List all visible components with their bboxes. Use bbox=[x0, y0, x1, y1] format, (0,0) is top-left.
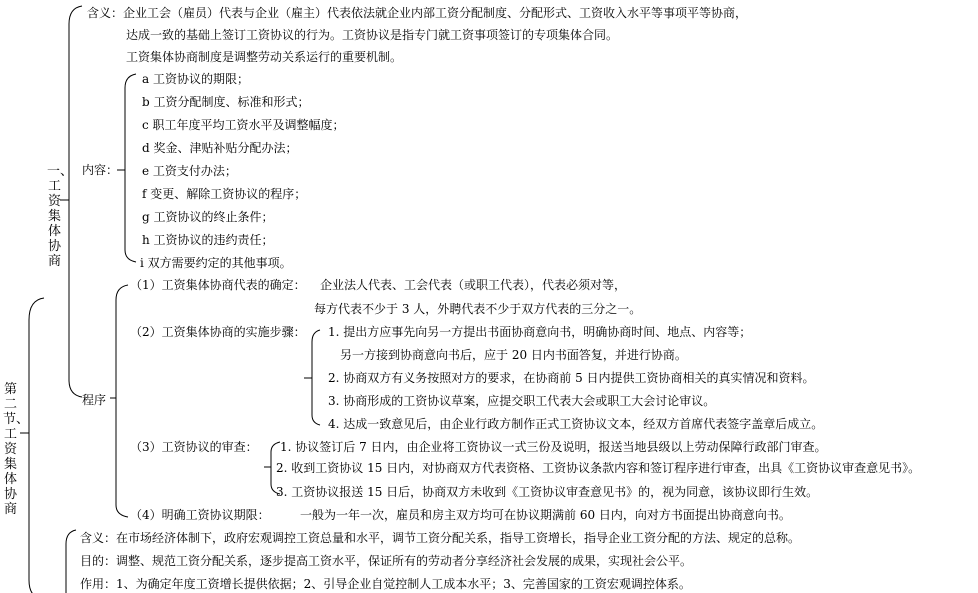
procedure-3-step: 1. 协议签订后 7 日内，由企业将工资协议一式三份及说明，报送当地县级以上劳动保障行政部门审查。 bbox=[280, 440, 827, 454]
procedure-1-line-1: 企业法人代表、工会代表（或职工代表），代表必须对等， bbox=[320, 278, 627, 292]
procedure-2-title: （2）工资集体协商的实施步骤： bbox=[130, 325, 306, 339]
steps-bracket bbox=[312, 330, 320, 425]
definition-line-2: 达成一致的基础上签订工资协议的行为。工资协议是指专门就工资事项签订的专项集体合同。 bbox=[126, 28, 619, 42]
content-item: d 奖金、津贴补贴分配办法； bbox=[142, 141, 298, 155]
content-item: i 双方需要约定的其他事项。 bbox=[140, 256, 292, 270]
content-item: f 变更、解除工资协议的程序； bbox=[142, 187, 307, 201]
section2-purpose: 目的：调整、规范工资分配关系，逐步提高工资水平，保证所有的劳动者分享经济社会发展的成果，实现社会公平。 bbox=[80, 554, 693, 568]
root-bracket bbox=[29, 298, 44, 593]
section2-function: 作用：1、为确定年度工资增长提供依据；2、引导企业自觉控制人工成本水平；3、完善国家的工资宏观调控体系。 bbox=[80, 577, 691, 591]
procedure-3-step: 3. 工资协议报送 15 日后，协商双方未收到《工资协议审查意见书》的，视为同意，该协议即行生效。 bbox=[276, 485, 819, 499]
definition-line-3: 工资集体协商制度是调整劳动关系运行的重要机制。 bbox=[126, 50, 403, 64]
procedure-1-line-2: 每方代表不少于 3 人，外聘代表不少于双方代表的三分之一。 bbox=[314, 302, 642, 316]
procedure-3-title: （3）工资协议的审查： bbox=[130, 440, 258, 454]
procedure-2-step: 4. 达成一致意见后，由企业行政方制作正式工资协议文本，经双方首席代表签字盖章后成立。 bbox=[328, 417, 824, 431]
definition-line-1: 含义：企业工会（雇员）代表与企业（雇主）代表依法就企业内部工资分配制度、分配形式、工资收入水平等事项平等协商， bbox=[87, 6, 748, 20]
procedure-2-step: 1. 提出方应事先向另一方提出书面协商意向书，明确协商时间、地点、内容等； bbox=[328, 325, 752, 339]
content-item: e 工资支付办法； bbox=[142, 164, 237, 178]
procedure-4-text: 一般为一年一次，雇员和房主双方均可在协议期满前 60 日内，向对方书面提出协商意向书。 bbox=[300, 508, 791, 522]
content-item: b 工资分配制度、标准和形式； bbox=[142, 95, 310, 109]
section2-bracket bbox=[66, 530, 76, 593]
content-label: 内容： bbox=[82, 163, 119, 177]
procedure-2-step: 另一方接到协商意向书后，应于 20 日内书面答复，并进行协商。 bbox=[340, 348, 687, 362]
content-item: a 工资协议的期限； bbox=[142, 72, 249, 86]
section1-label: 一、工资集体协商 bbox=[47, 164, 74, 269]
procedure-2-step: 2. 协商双方有义务按照对方的要求，在协商前 5 日内提供工资协商相关的真实情况和资料。 bbox=[328, 371, 815, 385]
root-label: 第二节、工资集体协商 bbox=[3, 382, 30, 517]
content-item: h 工资协议的违约责任； bbox=[142, 233, 274, 247]
content-bracket bbox=[125, 74, 136, 262]
content-item: g 工资协议的终止条件； bbox=[142, 210, 274, 224]
procedure-3-step: 2. 收到工资协议 15 日内，对协商双方代表资格、工资协议条款内容和签订程序进行审查，出具《工资协议审查意见书》。 bbox=[276, 461, 921, 475]
content-item: c 职工年度平均工资水平及调整幅度； bbox=[142, 118, 345, 132]
procedure-4-title: （4）明确工资协议期限： bbox=[130, 508, 270, 522]
procedure-bracket bbox=[116, 285, 128, 517]
section1-bracket bbox=[69, 6, 82, 397]
section2-definition: 含义：在市场经济体制下，政府宏观调控工资总量和水平，调节工资分配关系，指导工资增长，指导企业工资分配的方法、规定的总称。 bbox=[80, 531, 801, 545]
procedure-1-title: （1）工资集体协商代表的确定： bbox=[130, 278, 306, 292]
procedure-label: 程序 bbox=[82, 393, 107, 407]
procedure-2-step: 3. 协商形成的工资协议草案，应提交职工代表大会或职工大会讨论审议。 bbox=[328, 394, 716, 408]
